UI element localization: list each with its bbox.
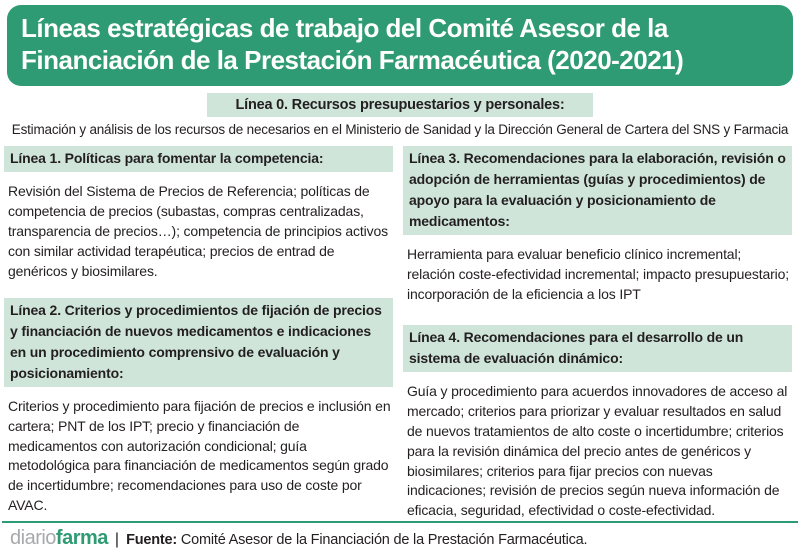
source-credit: [126, 532, 587, 548]
linea4-title: Línea 4. Recomendaciones para el desarrollo de un sistema de evaluación dinámico:: [403, 325, 792, 372]
page-title: [7, 5, 793, 86]
right-column: [403, 146, 792, 521]
left-column: [4, 146, 393, 516]
source-text: Comité Asesor de la Financiación de la Prestación Farmacéutica.: [180, 532, 588, 549]
source-label: Fuente:: [126, 532, 178, 549]
page-title-line2: Financiación de la Prestación Farmacéutica (2020-2021): [21, 44, 684, 75]
footer: [2, 521, 798, 556]
linea2-title: Línea 2. Criterios y procedimientos de fijación de precios y financiación de nuevos medicamentos e indicaciones en un procedimiento comprensivo de evaluación y posicionamiento:: [4, 298, 393, 387]
linea3-body: Herramienta para evaluar beneficio clínico incremental; relación coste-efectividad incremental; impacto presupuestario; incorporación de la eficiencia a los IPT: [407, 246, 789, 303]
content-columns: [0, 146, 800, 521]
linea1-body: Revisión del Sistema de Precios de Referencia; políticas de competencia de precios (subastas, compras centralizadas, transparencia de precios…); competencia de principios activos con similar actividad terapéutica; precios de entrad de genéricos y biosimilares.: [8, 183, 388, 279]
linea0-description: Estimación y análisis de los recursos de necesarios en el Ministerio de Sanidad y la Dirección General de Cartera del SNS y Farmacia: [11, 122, 789, 138]
linea1-section: [4, 146, 393, 281]
linea2-body: Criterios y procedimiento para fijación de precios e inclusión en cartera; PNT de los IPT; precio y financiación de medicamentos con autorización condicional; guía metodológica para financiación de medicamentos según grado de incertidumbre; recomendaciones para uso de coste por AVAC.: [8, 397, 391, 514]
linea0-title: Línea 0. Recursos presupuestarios y personales:: [207, 93, 592, 117]
logo-farma-text: farma: [55, 527, 108, 550]
footer-separator: |: [114, 531, 120, 549]
linea2-section: [4, 298, 393, 516]
linea4-body: Guía y procedimiento para acuerdos innovadores de acceso al mercado; criterios para priorizar y evaluar resultados en salud de nuevos tratamientos de alto coste o incertidumbre; criterios para la revisión dinámica del precio antes de genéricos y biosimilares; criterios para fijar precios con nuevas indicaciones; revisión de precios según nueva información de eficacia, seguridad, efectividad o coste-efectividad.: [407, 383, 788, 519]
linea1-title: Línea 1. Políticas para fomentar la competencia:: [4, 146, 393, 172]
page-title-line1: Líneas estratégicas de trabajo del Comité Asesor de la: [21, 13, 668, 43]
linea3-title: Línea 3. Recomendaciones para la elaboración, revisión o adopción de herramientas (guías y procedimientos) de apoyo para la evaluación y posicionamiento de medicamentos:: [403, 146, 792, 235]
logo-diario-text: diario: [10, 527, 56, 550]
linea4-section: [403, 325, 792, 521]
diariofarma-logo: [10, 527, 108, 550]
linea3-section: [403, 146, 792, 305]
